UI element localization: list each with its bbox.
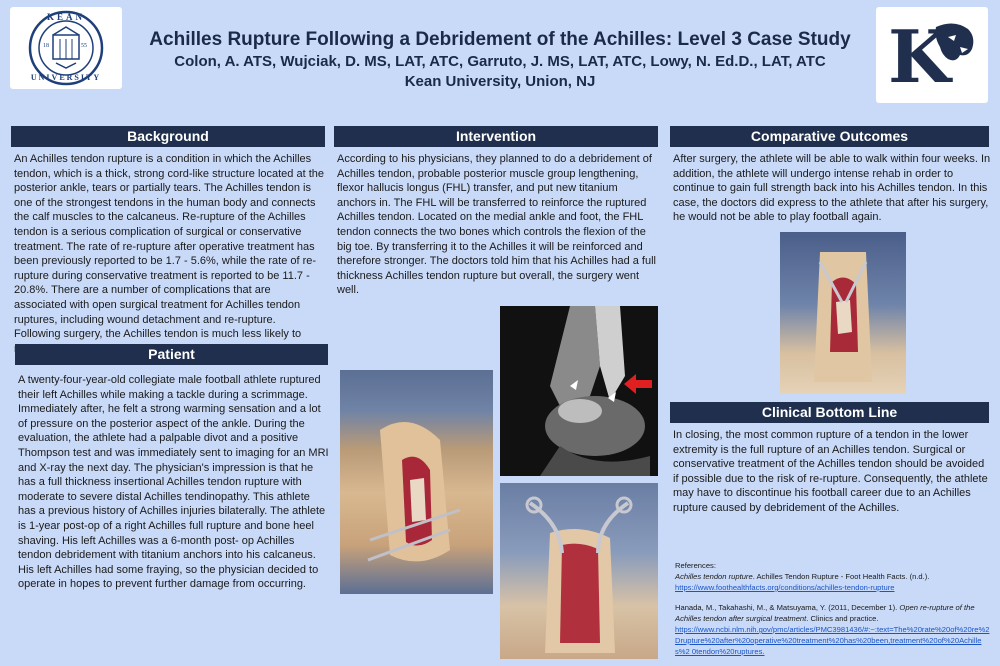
kean-seal-logo — [10, 7, 122, 89]
references-label: References: — [675, 561, 716, 570]
reference-1-title: Achilles tendon rupture — [675, 572, 753, 581]
poster-title-block — [140, 28, 860, 92]
poster-title: Achilles Rupture Following a Debridement of the Achilles: Level 3 Case Study — [149, 29, 851, 50]
surgery-photo-bottom — [500, 483, 658, 659]
comparative-heading: Comparative Outcomes — [670, 126, 989, 147]
reference-2-link[interactable]: https://www.ncbi.nlm.nih.gov/pmc/articles/PMC3981436/#:~:text=The%20rate%20of%20re%2Drupture%20after%20operative%20treatment%20has%20been,treatment%20of%20Achilles%2 0tendon%20ruptures. — [675, 625, 990, 656]
seal-top-text: KEAN — [46, 12, 85, 22]
red-arrow-icon — [624, 374, 652, 394]
seal-year-left: 18 — [43, 43, 49, 49]
patient-text: A twenty-four-year-old collegiate male football athlete ruptured their left Achilles while making a tackle during a scrimmage. Immediately after, he felt a strong warming sensation and a lot of pressure on the posterior aspect of the ankle. During the evaluation, the athlete had a palpable divot and a positive Thompson test and was immediately sent to imaging for an MRI and X-ray the next day. The physician's impression is that he has a full thickness insertional Achilles tendon rupture with moderate to severe distal Achilles tendinopathy. This athlete has a previous history of Achilles injuries bilaterally. The athlete is 1-year post-op of a right Achilles full rupture and bone heel shaving. His left Achilles was a 6-month post- op Achilles tendon debridement with titanium anchors into his calcaneus. His left Achilles had some fraying, so the physician decided to operate in hopes to prevent further damage from occurring. — [18, 374, 329, 591]
reference-1 — [675, 571, 990, 582]
references-block — [675, 560, 990, 657]
reference-1-link[interactable]: https://www.foothealthfacts.org/conditions/achilles-tendon-rupture — [675, 583, 895, 592]
reference-2-source: . Clinics and practice. — [806, 614, 879, 623]
surgery-photo-left — [340, 370, 493, 594]
bottom-line-heading: Clinical Bottom Line — [670, 402, 989, 423]
reference-1-source: . Achilles Tendon Rupture - Foot Health Facts. (n.d.). — [752, 572, 930, 581]
seal-year-right: 55 — [81, 43, 87, 49]
seal-bottom-text: UNIVERSITY — [30, 73, 102, 82]
poster-institution: Kean University, Union, NJ — [404, 73, 596, 90]
reference-2-authors: Hanada, M., Takahashi, M., & Matsuyama, Y. (2011, December 1). — [675, 603, 900, 612]
patient-heading: Patient — [15, 344, 328, 365]
mri-image — [500, 306, 658, 476]
poster-authors: Colon, A. ATS, Wujciak, D. MS, LAT, ATC, Garruto, J. MS, LAT, ATC, Lowy, N. Ed.D., LAT, ATC — [174, 53, 826, 70]
surgery-photo-right — [780, 232, 906, 394]
reference-2 — [675, 602, 990, 624]
intervention-text: According to his physicians, they planned to do a debridement of Achilles tendon, probable posterior muscle group lengthening, flexor hallucis longus (FHL) transfer, and put new titanium anchors in. The FHL will be transferred to reinforce the ruptured Achilles tendon. Located on the medial ankle and foot, the FHL tendon connects the two bones which controls the flexion of the big toe. By transferring it to the Achilles it will be reinforced and therefore stronger. The doctors told him that his Achilles had a full thickness Achilles tendon rupture but overall, the surgery went well. — [337, 153, 656, 297]
intervention-heading: Intervention — [334, 126, 658, 147]
bottom-line-text: In closing, the most common rupture of a tendon in the lower extremity is the full rupture of an Achilles tendon. Surgical or conservative treatment of the Achilles tendon should be avoided if possible due to the risk of re-rupture. Consequently, the athlete may have to discontinue his football career due to an Achilles rupture caused by debridement of the Achilles. — [673, 429, 988, 514]
background-heading: Background — [11, 126, 325, 147]
comparative-text: After surgery, the athlete will be able to walk within four weeks. In addition, the athlete will undergo intense rehab in order to continue to gain full strength back into his Achilles tendon. In this case, the doctors did express to the athlete that after his surgery, he would not be able to play football again. — [673, 153, 991, 224]
kean-cougar-logo — [876, 7, 988, 103]
logo-letter-k: K — [888, 14, 951, 99]
reference-2-title: Open re-rupture of the Achilles tendon after surgical treatment — [675, 603, 975, 623]
background-text: An Achilles tendon rupture is a condition in which the Achilles tendon, which is a thick, strong cord-like structure located at the posterior ankle, tears or partially tears. The Achilles tendon is one of the strongest tendons in the human body and connects the calf muscles to the calcaneus. Re-rupture of the Achilles tendon is a serious complication of surgical or conservative treatment. The rate of re-rupture after operative treatment has been previously reported to be 1.7 - 5.6%, while the rate of re-rupture during conservative treatment is reported to be 11.7 - 20.8%. There are a number of complications that are associated with open surgical treatment for Achilles tendon ruptures, including wound detachment and re-rupture. Following surgery, the Achilles tendon is much less likely to — [14, 153, 324, 341]
